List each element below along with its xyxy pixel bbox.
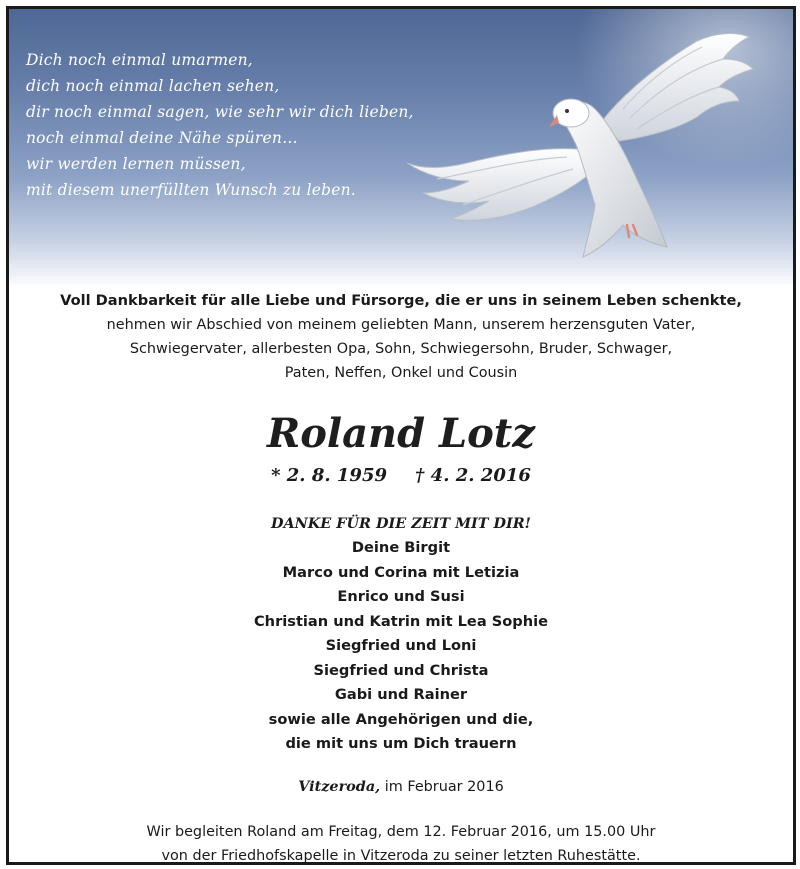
mourner-line: Siegfried und Loni: [325, 637, 477, 654]
intro-line: Schwiegervater, allerbesten Opa, Sohn, Schwiegersohn, Bruder, Schwager,: [129, 341, 673, 357]
funeral-line: Wir begleiten Roland am Freitag, dem 12. Februar 2016, um 15.00 Uhr: [146, 823, 656, 840]
death-date: † 4. 2. 2016: [415, 465, 531, 486]
town: Vitzeroda,: [298, 777, 381, 795]
mourner-line: Marco und Corina mit Letizia: [282, 563, 520, 581]
deceased-name: Roland Lotz: [266, 410, 535, 457]
poem-line: mit diesem unerfüllten Wunsch zu leben.: [26, 181, 356, 199]
poem-line: dir noch einmal sagen, wie sehr wir dich lieben,: [26, 103, 414, 121]
poem: [26, 47, 414, 203]
poem-line: wir werden lernen müssen,: [26, 155, 246, 173]
mourner-line: Deine Birgit: [351, 539, 451, 556]
funeral-line: von der Friedhofskapelle in Vitzeroda zu seiner letzten Ruhestätte.: [161, 848, 641, 864]
poem-line: Dich noch einmal umarmen,: [26, 51, 253, 69]
mourner-line: Gabi und Rainer: [334, 686, 468, 703]
intro-line: Voll Dankbarkeit für alle Liebe und Fürsorge, die er uns in seinem Leben schenkte,: [60, 292, 742, 309]
mourner-line: Enrico und Susi: [337, 588, 465, 605]
month-year: im Februar 2016: [384, 778, 504, 795]
intro-text: [9, 289, 793, 385]
place-and-date: [9, 775, 793, 799]
mourners-list: [9, 536, 793, 757]
mourner-line: sowie alle Angehörigen und die,: [268, 710, 534, 728]
obituary-card: [6, 6, 796, 865]
birth-date: * 2. 8. 1959: [271, 465, 387, 486]
sky-banner: [9, 9, 793, 289]
dove-icon: [397, 29, 787, 269]
life-dates: [9, 464, 793, 488]
thanks-heading: DANKE FÜR DIE ZEIT MIT DIR!: [270, 515, 531, 532]
intro-line: nehmen wir Abschied von meinem geliebten Mann, unserem herzensguten Vater,: [106, 317, 696, 333]
poem-line: noch einmal deine Nähe spüren…: [26, 129, 298, 147]
obituary-text: [9, 289, 793, 865]
poem-line: dich noch einmal lachen sehen,: [26, 77, 280, 95]
intro-line: Paten, Neffen, Onkel und Cousin: [284, 365, 518, 381]
mourner-line: die mit uns um Dich trauern: [285, 735, 517, 752]
mourner-line: Siegfried und Christa: [313, 661, 489, 679]
funeral-notice: [9, 820, 793, 866]
mourner-line: Christian und Katrin mit Lea Sophie: [253, 612, 549, 630]
